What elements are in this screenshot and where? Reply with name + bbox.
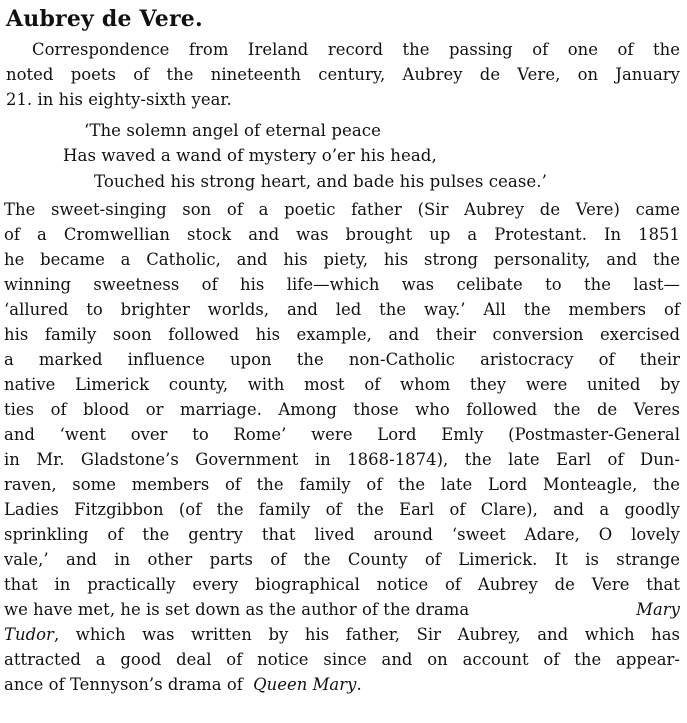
body-line [4,597,680,622]
body-line: attracted a good deal of notice since and on account of the appear- [4,650,680,669]
body-line [4,622,680,647]
poem-line: ‘The solemn angel of eternal peace [84,121,382,140]
intro-line: 21. in his eighty-sixth year. [6,90,232,109]
body-line: of a Cromwellian stock and was brought up a Protestant. In 1851 [4,225,680,244]
body-line: raven, some members of the family of the late Lord Monteagle, the [4,475,680,494]
body-text: . [356,675,362,694]
body-line [4,672,362,697]
body-line: native Limerick county, with most of whom they were united by [4,375,680,394]
poem-line: Touched his strong heart, and bade his pulses cease.’ [94,172,547,191]
body-text: ance of Tennyson’s drama of [4,675,243,694]
body-line: winning sweetness of his life—which was celibate to the last— [4,275,680,294]
body-line: he became a Catholic, and his piety, his strong personality, and the [4,250,680,269]
body-line: and ‘went over to Rome’ were Lord Emly (Postmaster-General [4,425,680,444]
body-line: ‘allured to brighter worlds, and led the way.’ All the members of [4,300,680,319]
body-line: that in practically every biographical notice of Aubrey de Vere that [4,575,680,594]
body-text: , which was written by his father, Sir Aubrey, and which has [53,625,680,644]
italic-title-queen-mary: Queen Mary [253,675,357,694]
poem-line: Has waved a wand of mystery o’er his head, [63,146,437,165]
article-title: Aubrey de Vere. [6,6,203,32]
italic-title-tudor: Tudor [4,625,54,644]
body-text: we have met, he is set down as the author of the drama [4,600,470,619]
article [4,0,683,723]
body-line: ties of blood or marriage. Among those who followed the de Veres [4,400,680,419]
intro-line: Correspondence from Ireland record the passing of one of the [32,40,680,59]
body-line: Ladies Fitzgibbon (of the family of the Earl of Clare), and a goodly [4,500,680,519]
intro-line: noted poets of the nineteenth century, Aubrey de Vere, on January [6,65,680,84]
italic-title-mary: Mary [636,600,680,619]
body-line: vale,’ and in other parts of the County of Limerick. It is strange [4,550,680,569]
body-line: in Mr. Gladstone’s Government in 1868-1874), the late Earl of Dun- [4,450,680,469]
body-line: a marked influence upon the non-Catholic aristocracy of their [4,350,680,369]
body-line: The sweet-singing son of a poetic father (Sir Aubrey de Vere) came [4,200,680,219]
body-line: his family soon followed his example, and their conversion exercised [4,325,680,344]
body-line: sprinkling of the gentry that lived around ‘sweet Adare, O lovely [4,525,680,544]
